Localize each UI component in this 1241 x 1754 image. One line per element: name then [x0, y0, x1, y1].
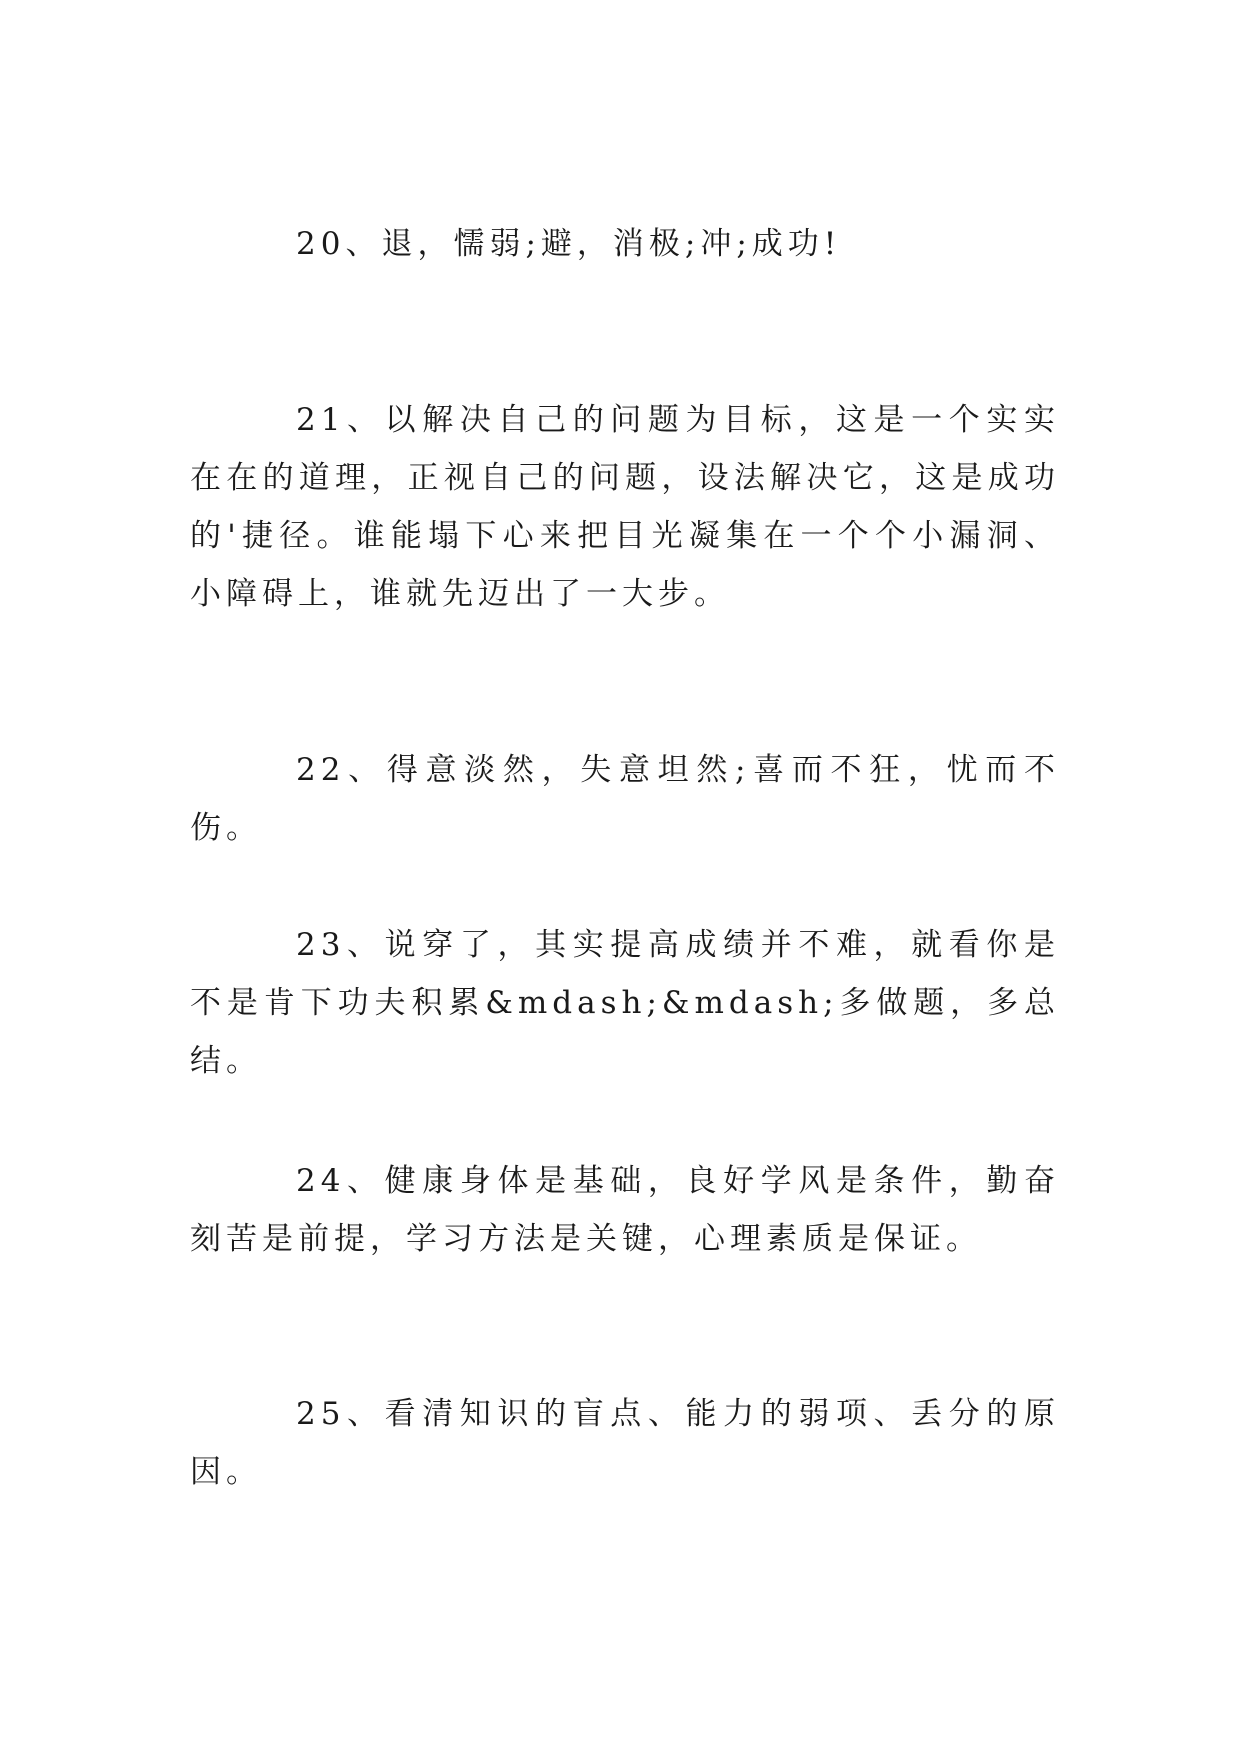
paragraph-24: 24、健康身体是基础，良好学风是条件，勤奋刻苦是前提，学习方法是关键，心理素质是保证。: [190, 1163, 1060, 1257]
paragraph-25: 25、看清知识的盲点、能力的弱项、丢分的原因。: [190, 1396, 1060, 1490]
paragraph-23: 23、说穿了，其实提高成绩并不难，就看你是不是肯下功夫积累&mdash;&mdash;多做题，多总结。: [190, 927, 1060, 1079]
paragraph-22: 22、得意淡然，失意坦然;喜而不狂，忧而不伤。: [190, 752, 1060, 846]
paragraph-21: 21、以解决自己的问题为目标，这是一个实实在在的道理，正视自己的问题，设法解决它，这是成功的'捷径。谁能塌下心来把目光凝集在一个个小漏洞、小障碍上，谁就先迈出了一大步。: [190, 402, 1060, 612]
paragraph-20: 20、退，懦弱;避，消极;冲;成功!: [296, 226, 842, 262]
